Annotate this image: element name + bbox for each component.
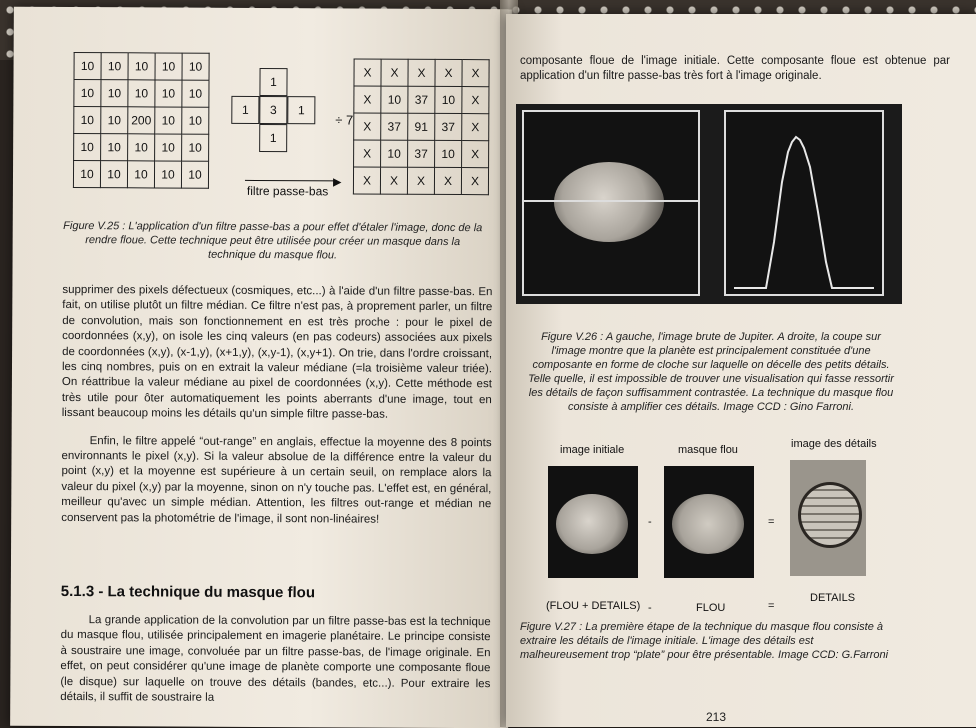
output-grid-cell: 91 bbox=[408, 113, 435, 140]
cut-line bbox=[524, 200, 698, 202]
label-masque-flou: masque flou bbox=[678, 444, 738, 456]
input-grid-cell: 10 bbox=[128, 53, 155, 80]
input-grid-cell: 10 bbox=[73, 161, 100, 188]
input-grid-cell: 10 bbox=[155, 134, 182, 161]
equals-sign: = bbox=[768, 516, 775, 528]
input-grid bbox=[73, 52, 210, 189]
input-grid-cell: 10 bbox=[154, 161, 181, 188]
input-grid-cell: 10 bbox=[182, 53, 209, 80]
paragraph-3-block bbox=[60, 613, 491, 720]
input-grid-cell: 10 bbox=[182, 134, 209, 161]
arrow-right-icon: ▶ bbox=[332, 176, 342, 189]
kernel-center: 3 bbox=[259, 96, 287, 124]
paragraph-3: La grande application de la convolution par un filtre passe-bas est la technique du masque flou, utilisée principalement en imagerie planétaire. Le principe consiste à soustraire une image, convoluée par un filtre passe-bas, de l'image originale. En effet, on peut considérer qu'une image de planète comporte une composante floue (le disque) sur laquelle on trouve des détails (bandes, etc...). Pour extraire les détails, il suffit de soustraire la bbox=[60, 614, 491, 704]
divisor: ÷ 7 bbox=[335, 112, 354, 128]
input-grid-row bbox=[74, 80, 209, 108]
label-image-details: image des détails bbox=[791, 438, 877, 450]
output-grid-cell: X bbox=[435, 59, 462, 86]
left-page bbox=[10, 7, 512, 728]
output-grid-cell: X bbox=[434, 167, 461, 194]
input-grid-cell: 10 bbox=[181, 161, 208, 188]
under-equals: = bbox=[768, 600, 775, 612]
input-grid-cell: 10 bbox=[74, 80, 101, 107]
label-flou-details: (FLOU + DETAILS) bbox=[546, 600, 641, 612]
label-image-initiale: image initiale bbox=[560, 444, 625, 456]
input-grid-row bbox=[74, 53, 209, 81]
details-image bbox=[790, 460, 866, 576]
input-grid-cell: 10 bbox=[74, 53, 101, 80]
input-grid-cell: 10 bbox=[182, 80, 209, 107]
label-flou: FLOU bbox=[696, 602, 726, 614]
output-grid-row bbox=[354, 59, 489, 87]
output-grid-cell: X bbox=[354, 113, 381, 140]
arrow-line bbox=[245, 180, 337, 181]
output-grid-cell: X bbox=[408, 59, 435, 86]
profile-curve bbox=[726, 112, 882, 294]
under-minus: - bbox=[648, 602, 652, 614]
filter-label: filtre passe-bas bbox=[246, 183, 329, 199]
input-grid-cell: 10 bbox=[100, 161, 127, 188]
output-grid-cell: 10 bbox=[381, 86, 408, 113]
input-grid-cell: 10 bbox=[128, 80, 155, 107]
output-grid-cell: X bbox=[354, 140, 381, 167]
section-heading: 5.1.3 - La technique du masque flou bbox=[60, 582, 316, 602]
kernel-grid bbox=[231, 68, 342, 179]
label-details: DETAILS bbox=[810, 592, 856, 604]
output-grid-cell: 10 bbox=[381, 140, 408, 167]
kernel-left: 1 bbox=[231, 96, 259, 124]
kernel-right: 1 bbox=[287, 96, 315, 124]
output-grid-row bbox=[354, 140, 489, 168]
figure-v27-caption: Figure V.27 : La première étape de la technique du masque flou consiste à extraire les détails de l'image initiale. L'image des détails est malheureusement trop “plate” pour être présentable. Image CCD: G.Farroni bbox=[520, 621, 889, 661]
output-grid-cell: X bbox=[462, 114, 489, 141]
output-grid-cell: 37 bbox=[408, 86, 435, 113]
input-grid-cell: 10 bbox=[127, 161, 154, 188]
kernel-top: 1 bbox=[259, 68, 287, 96]
output-grid-row bbox=[353, 167, 488, 195]
input-grid-cell: 200 bbox=[128, 107, 155, 134]
output-grid-cell: X bbox=[407, 167, 434, 194]
output-grid-cell: X bbox=[380, 167, 407, 194]
input-grid-cell: 10 bbox=[155, 53, 182, 80]
minus-sign: - bbox=[648, 516, 652, 528]
input-grid-row bbox=[74, 107, 209, 135]
output-grid-cell: 10 bbox=[435, 86, 462, 113]
input-grid-row bbox=[73, 161, 208, 189]
output-grid-cell: X bbox=[462, 87, 489, 114]
input-grid-cell: 10 bbox=[101, 53, 128, 80]
figure-v26-caption: Figure V.26 : A gauche, l'image brute de Jupiter. A droite, la coupe sur l'image montre que la planète est principalement constituée d'une composante en forme de cloche sur laquelle on décelle des petits détails. Telle quelle, il est impossible de trouver une visualisation qui fasse ressortir les détails de façon suffisamment contrastée. La technique du masque flou consiste à amplifier ces détails. Image CCD : Gino Farroni. bbox=[528, 331, 894, 413]
output-grid bbox=[353, 58, 490, 195]
input-grid-cell: 10 bbox=[101, 107, 128, 134]
jupiter-disk bbox=[554, 162, 664, 242]
output-grid-cell: 37 bbox=[408, 140, 435, 167]
paragraph-1: supprimer des pixels défectueux (cosmiques, etc...) à l'aide d'un filtre passe-bas. En fait, on utilise plutôt un filtre médian. Ce filtre n'est pas, à proprement parler, un filtre de convolution, mais son fonctionnement en est très proche : pour le pixel de coordonnées (x,y), on isole les cinq valeurs (en pas codeurs) associées aux pixels de coordonnées (x,y), (x-1,y), (x+1,y), (x,y-1), (x,y+1). On trie, dans l'ordre croissant, les cinq nombres, puis on en extrait la valeur médiane (=la troisième valeur triée). On réattribue la valeur médiane au pixel de coordonnées (x,y). Cette méthode est très utile pour ôter automatiquement les points aberrants d'une image, tout en lissant beaucoup moins les détails qu'un simple filtre passe-bas. bbox=[61, 283, 493, 421]
input-grid-cell: 10 bbox=[128, 134, 155, 161]
output-grid-cell: X bbox=[353, 167, 380, 194]
input-grid-cell: 10 bbox=[101, 80, 128, 107]
output-grid-cell: 37 bbox=[435, 113, 462, 140]
right-intro: composante floue de l'image initiale. Cette composante floue est obtenue par application d'un filtre passe-bas très fort à l'image originale. bbox=[520, 55, 950, 83]
output-grid-cell: X bbox=[354, 86, 381, 113]
input-grid-cell: 10 bbox=[155, 107, 182, 134]
kernel-bottom: 1 bbox=[259, 124, 287, 152]
figure-v26 bbox=[516, 104, 902, 304]
input-grid-cell: 10 bbox=[155, 80, 182, 107]
jupiter-raw-image bbox=[522, 110, 700, 296]
jupiter-blurred bbox=[672, 494, 744, 554]
left-body-text bbox=[61, 283, 492, 540]
input-grid-cell: 10 bbox=[182, 107, 209, 134]
figure-v25-caption: Figure V.25 : L'application d'un filtre passe-bas a pour effet d'étaler l'image, donc de la rendre floue. Cette technique peut être utilisée pour créer un masque dans la technique du masque flou. bbox=[63, 219, 483, 262]
jupiter-details bbox=[798, 482, 862, 548]
input-grid-cell: 10 bbox=[101, 134, 128, 161]
output-grid-cell: X bbox=[381, 59, 408, 86]
output-grid-cell: 10 bbox=[435, 140, 462, 167]
output-grid-cell: 37 bbox=[381, 113, 408, 140]
output-grid-cell: X bbox=[461, 168, 488, 195]
paragraph-2: Enfin, le filtre appelé “out-range” en anglais, effectue la moyenne des 8 points environnants le pixel (x,y). Si la valeur absolue de la différence entre la valeur du point (x,y) et la moyenne est supérieure à un certain seuil, on remplace alors la valeur du pixel (x,y) par la moyenne, sinon on n'y touche pas. L'effet est, en général, meilleur qu'avec un simple médian. Attention, les filtres out-range et médian ne conservent pas la photométrie de l'image, il sont non-linéaires! bbox=[61, 434, 492, 526]
jupiter-initial bbox=[556, 494, 628, 554]
input-grid-cell: 10 bbox=[74, 107, 101, 134]
output-grid-cell: X bbox=[462, 141, 489, 168]
right-page bbox=[506, 14, 976, 727]
output-grid-cell: X bbox=[354, 59, 381, 86]
jupiter-profile bbox=[724, 110, 884, 296]
output-grid-cell: X bbox=[462, 60, 489, 87]
blur-mask-image bbox=[664, 466, 754, 578]
output-grid-row bbox=[354, 113, 489, 141]
input-grid-cell: 10 bbox=[74, 134, 101, 161]
page-number: 213 bbox=[706, 710, 727, 724]
output-grid-row bbox=[354, 86, 489, 114]
input-grid-row bbox=[74, 134, 209, 162]
initial-image bbox=[548, 466, 638, 578]
